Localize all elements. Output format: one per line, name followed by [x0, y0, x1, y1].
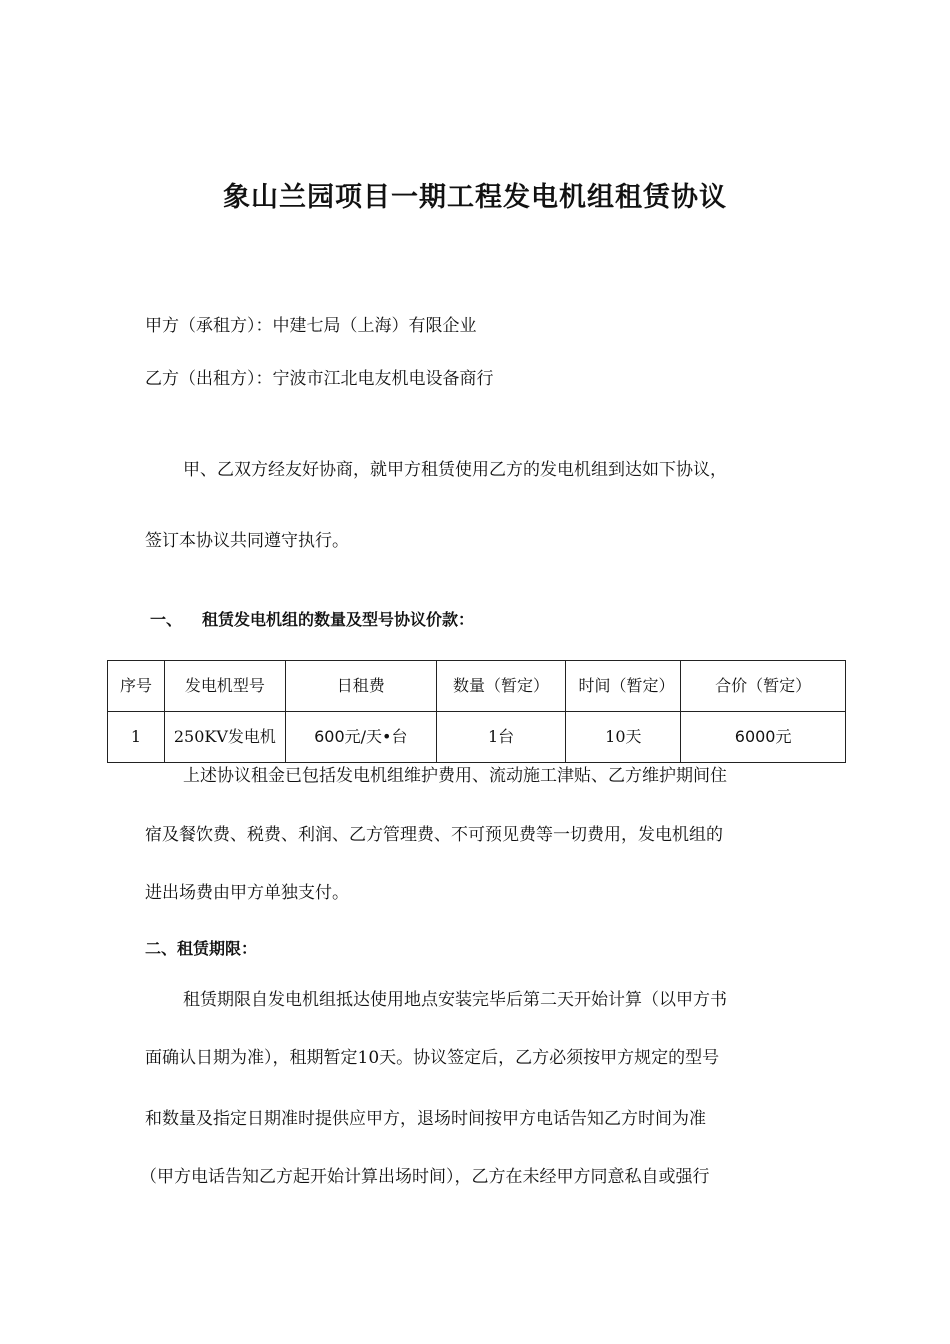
paragraph-line: 面确认日期为准），租期暂定10天。协议签定后，乙方必须按甲方规定的型号: [145, 1048, 720, 1068]
table-header-cell: 合价（暂定）: [681, 661, 846, 712]
table-header-cell: 发电机型号: [164, 661, 285, 712]
table-cell: 6000元: [681, 712, 846, 763]
rental-table: [107, 660, 846, 763]
document-title: 象山兰园项目一期工程发电机组租赁协议: [223, 182, 727, 213]
paragraph-line: （甲方电话告知乙方起开始计算出场时间），乙方在未经甲方同意私自或强行: [140, 1167, 710, 1187]
table-header-cell: 日租费: [285, 661, 436, 712]
party-a-line: 甲方（承租方）：中建七局（上海）有限企业: [145, 316, 477, 336]
table-cell: 600元/天•台: [285, 712, 436, 763]
intro-line-1: 甲、乙双方经友好协商，就甲方租赁使用乙方的发电机组到达如下协议，: [183, 460, 727, 480]
table-cell: 1: [108, 712, 165, 763]
paragraph-line: 租赁期限自发电机组抵达使用地点安装完毕后第二天开始计算（以甲方书: [183, 990, 727, 1010]
paragraph-line: 宿及餐饮费、税费、利润、乙方管理费、不可预见费等一切费用，发电机组的: [145, 825, 723, 845]
table-header-cell: 数量（暂定）: [436, 661, 566, 712]
party-b-line: 乙方（出租方）：宁波市江北电友机电设备商行: [145, 369, 494, 389]
table-row: [108, 712, 846, 763]
paragraph-line: 上述协议租金已包括发电机组维护费用、流动施工津贴、乙方维护期间住: [183, 766, 727, 786]
table-header-cell: 时间（暂定）: [566, 661, 681, 712]
paragraph-line: 和数量及指定日期准时提供应甲方，退场时间按甲方电话告知乙方时间为准: [145, 1109, 706, 1129]
table-cell: 1台: [436, 712, 566, 763]
table-cell: 10天: [566, 712, 681, 763]
paragraph-line: 进出场费由甲方单独支付。: [145, 883, 349, 903]
intro-line-2: 签订本协议共同遵守执行。: [145, 531, 349, 551]
section-1-number: 一、: [150, 610, 183, 629]
table-header-cell: 序号: [108, 661, 165, 712]
section-1-heading: 租赁发电机组的数量及型号协议价款：: [202, 610, 475, 629]
section-2-heading: 二、租赁期限：: [145, 939, 258, 958]
table-cell: 250KV发电机: [164, 712, 285, 763]
table-header-row: [108, 661, 846, 712]
